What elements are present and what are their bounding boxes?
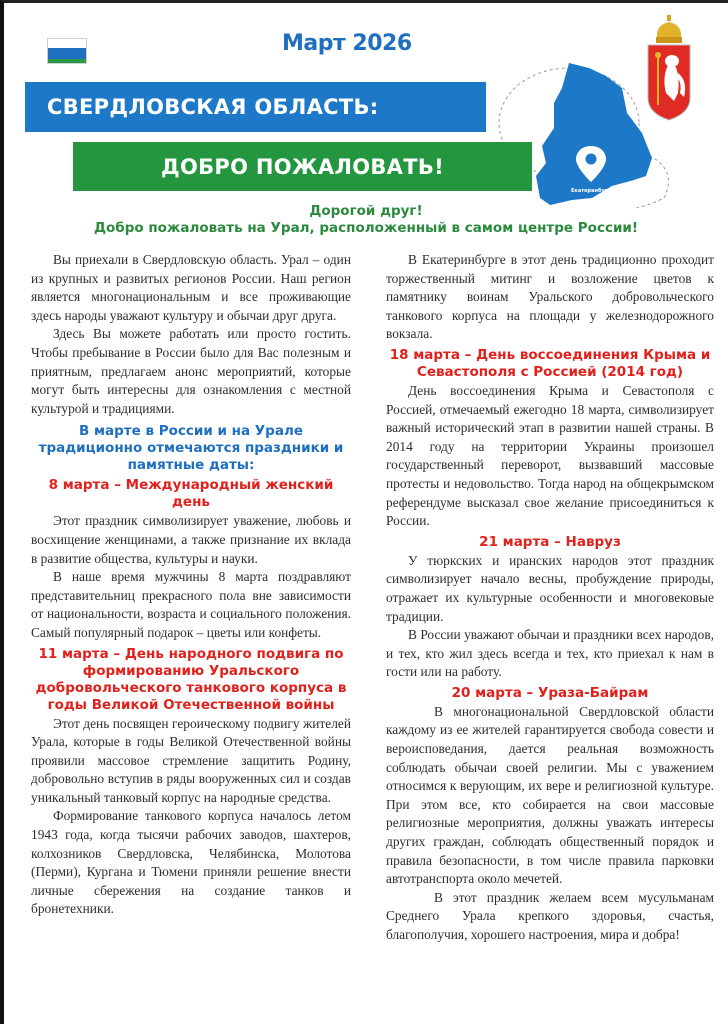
intro-paragraph-2: Здесь Вы можете работать или просто гостить. Чтобы пребывание в России было для Вас полезным и приятным, предлагаем анонс мероприятий, которые могут быть интересны для ознакомления с местной культурой и традициями.	[31, 326, 351, 416]
banner-title: СВЕРДЛОВСКАЯ ОБЛАСТЬ:	[25, 82, 486, 132]
march-8-heading: 8 марта – Международный женский день	[48, 477, 334, 511]
march-20-heading: 20 марта – Ураза-Байрам	[451, 684, 649, 701]
march-21-paragraph-1: У тюркских и иранских народов этот праздник символизирует начало весны, пробуждение природы, отражает их культурные особенности и многовековые традиции.	[386, 552, 714, 624]
march-21-paragraph-2: В России уважают обычаи и праздники всех народов, и тех, кто жил здесь всегда и тех, кто приехал к нам в гости или на работу.	[386, 627, 714, 680]
intro-paragraph-1: Вы приехали в Свердловскую область. Урал – один из крупных и развитых регионов России. Наш регион является многонациональным и все проживающие здесь народы уважают культуру и обычаи друг друга.	[31, 252, 351, 323]
march-18-heading: 18 марта – День воссоединения Крыма и Севастополя с Россией (2014 год)	[389, 346, 711, 380]
march-18-paragraph-1: День воссоединения Крыма и Севастополя с Россией, отмечаемый ежегодно 18 марта, символизирует важный исторический этап в развитии нашей страны. В 2014 году на территории Украины произошел государственный переворот, вызвавший массовые протесты и недовольство. Тогда народ на общекрымском референдуме высказал свое желание присоединиться к России.	[386, 382, 714, 529]
sverdlovsk-flag-icon	[47, 38, 87, 64]
banner-subtitle: ДОБРО ПОЖАЛОВАТЬ!	[73, 142, 532, 191]
march-11-paragraph-1: Этот день посвящен героическому подвигу жителей Урала, которые в годы Великой Отечественной войны проявили массовое стремление защитить Родину, добровольно вступив в ряды вооруженных сил и создав уникальный танковый корпус на народные средства.	[31, 715, 351, 805]
march-11-heading: 11 марта – День народного подвига по формированию Уральского добровольческого танкового корпуса в годы Великой Отечественной войны	[35, 645, 347, 713]
march-8-paragraph-2: В наше время мужчины 8 марта поздравляют представительниц прекрасного пола вне зависимости от национальности, возраста и социального положения. Самый популярный подарок – цветы или конфеты.	[31, 569, 351, 640]
greeting	[4, 203, 728, 237]
greeting-line-2: Добро пожаловать на Урал, расположенный в самом центре России!	[93, 220, 639, 236]
left-column	[31, 251, 351, 919]
right-column	[386, 251, 714, 945]
march-21-heading: 21 марта – Навруз	[479, 533, 621, 550]
march-11-paragraph-2: Формирование танкового корпуса началось летом 1943 года, когда тысячи рабочих заводов, шахтеров, колхозников Свердловска, Челябинска, Молотова (Перми), Кургана и Тюмени приняли решение внести личные сбережения на создание танков и бронетехники.	[31, 808, 351, 917]
map-city-label: Екатеринбург	[571, 188, 611, 194]
greeting-line-1: Дорогой друг!	[309, 203, 423, 219]
march-20-paragraph-2: В этот праздник желаем всем мусульманам Среднего Урала крепкого здоровья, счастья, благополучия, хорошего настроения, мира и добра!	[386, 889, 714, 942]
issue-month: Март 2026	[282, 31, 412, 56]
coat-of-arms-icon	[644, 13, 694, 123]
march-11-continuation: В Екатеринбурге в этот день традиционно проходит торжественный митинг и возложение цветов к памятнику воинам Уральского добровольческого танкового корпуса на площади у железнодорожного вокзала.	[386, 252, 714, 342]
march-8-paragraph-1: Этот праздник символизирует уважение, любовь и восхищение женщинами, а также признание их вклада в развитие общества, культуры и науки.	[31, 513, 351, 566]
march-20-paragraph-1: В многонациональной Свердловской области каждому из ее жителей гарантируется свобода совести и вероисповедания, дается реальная возможность соблюдать обычаи своей религии. Мы с уважением относимся к верующим, их вере и религиозной культуре. При этом все, кто собирается на свои массовые религиозные мероприятия, должны уважать интересы других граждан, соблюдать общественный порядок и правила безопасности, в том числе правила парковки автотранспорта около мечетей.	[386, 703, 714, 887]
holidays-section-heading: В марте в России и на Урале традиционно отмечаются праздники и памятные даты:	[38, 423, 344, 474]
crown-icon	[656, 15, 682, 43]
